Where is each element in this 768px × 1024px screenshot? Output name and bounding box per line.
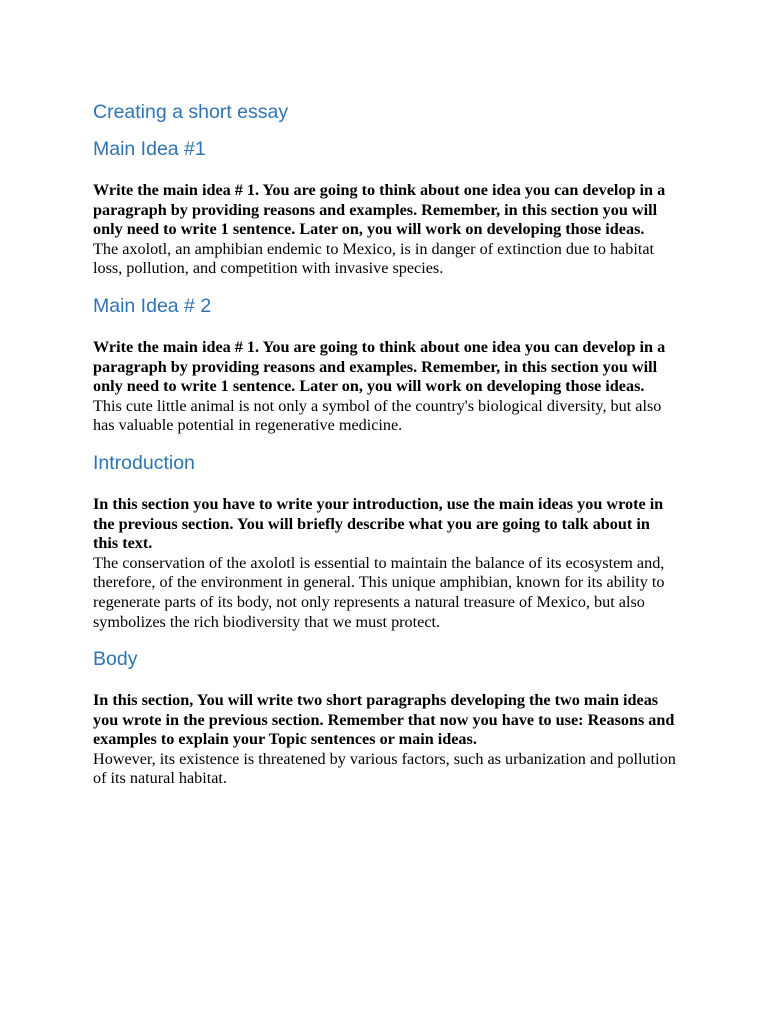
section-heading: Introduction xyxy=(93,451,195,474)
section-main-idea-2 xyxy=(93,292,678,436)
section-body xyxy=(93,645,678,789)
section-introduction xyxy=(93,449,678,632)
section-answer: This cute little animal is not only a symbol of the country's biological diversity, but also has valuable potential in regenerative medicine. xyxy=(93,396,662,435)
section-instruction: Write the main idea # 1. You are going to think about one idea you can develop in a paragraph by providing reasons and examples. Remember, in this section you will only need to write 1 sentence. Later on, you will work on developing those ideas. xyxy=(93,181,666,239)
section-heading: Body xyxy=(93,648,138,671)
section-instruction: In this section, You will write two short paragraphs developing the two main ideas you wrote in the previous section. Remember that now you have to use: Reasons and examples to explain your Topic sentences or main ideas. xyxy=(93,691,675,749)
section-answer: The axolotl, an amphibian endemic to Mexico, is in danger of extinction due to habitat loss, pollution, and competition with invasive species. xyxy=(93,239,655,278)
section-main-idea-1 xyxy=(93,135,678,279)
document-page xyxy=(93,98,678,789)
document-title: Creating a short essay xyxy=(93,101,289,123)
section-instruction: In this section you have to write your introduction, use the main ideas you wrote in the previous section. You will briefly describe what you are going to talk about in this text. xyxy=(93,494,664,553)
section-heading: Main Idea # 2 xyxy=(93,294,212,317)
section-heading: Main Idea #1 xyxy=(93,138,206,160)
section-answer: However, its existence is threatened by various factors, such as urbanization and pollution of its natural habitat. xyxy=(93,749,676,788)
section-instruction: Write the main idea # 1. You are going to think about one idea you can develop in a paragraph by providing reasons and examples. Remember, in this section you will only need to write 1 sentence. Later on, you will work on developing those ideas. xyxy=(93,337,666,396)
section-answer: The conservation of the axolotl is essential to maintain the balance of its ecosystem and, therefore, of the environment in general. This unique amphibian, known for its ability to regenerate parts of its body, not only represents a natural treasure of Mexico, but also symbolizes the rich biodiversity that we must protect. xyxy=(93,553,665,631)
